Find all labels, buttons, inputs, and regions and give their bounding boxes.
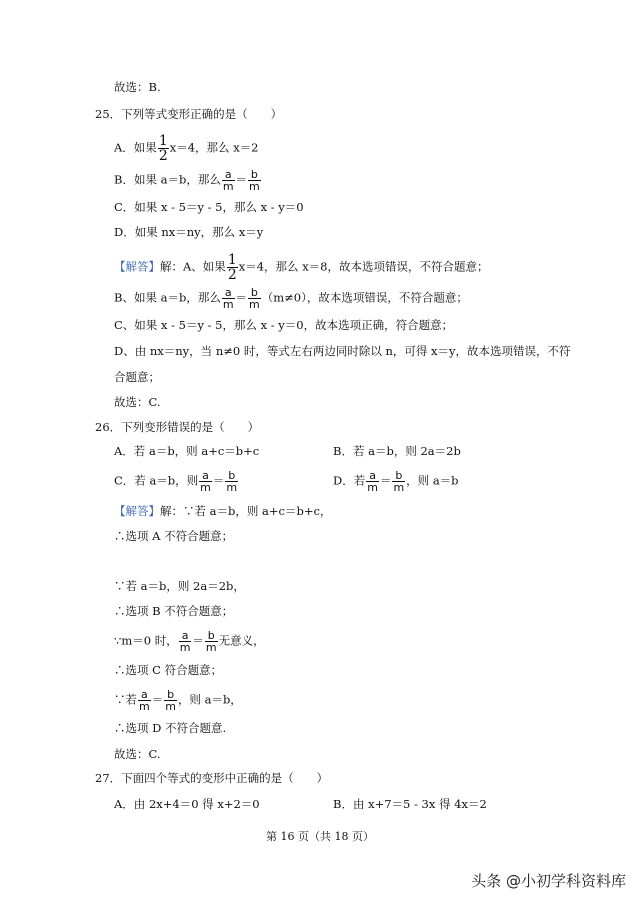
sol26-line-7: ∵若 $\frac{a}{m}$ ＝ $\frac{b}{m}$ ，则 a＝b， xyxy=(114,688,242,713)
fraction: $\frac{b}{m}$ xyxy=(393,469,405,494)
sol26-line-1: 【解答】解：∵若 a＝b，则 a+c＝b+c， xyxy=(114,504,332,518)
fraction: $\frac{b}{m}$ xyxy=(249,286,260,311)
fraction: $\frac{a}{m}$ xyxy=(200,469,211,494)
sol26-answer: 故选：C. xyxy=(114,747,161,761)
fraction: $\frac{1}{2}$ xyxy=(158,133,168,164)
page-footer: 第 16 页（共 18 页） xyxy=(266,830,374,843)
q26-option-b: B．若 a＝b，则 2a＝2b xyxy=(333,444,461,458)
sol25-line-b: B、如果 a＝b，那么 $\frac{a}{m}$ ＝ $\frac{b}{m}$ （m≠0），故本选项错误，不符合题意； xyxy=(114,286,468,311)
fraction: $\frac{b}{m}$ xyxy=(205,629,217,654)
q26-stem: 26．下列变形错误的是（ ） xyxy=(95,420,260,434)
fraction: $\frac{a}{m}$ xyxy=(367,469,378,494)
sol26-line-2: ∴选项 A 不符合题意； xyxy=(114,529,234,543)
sol26-line-3: ∵若 a＝b，则 2a＝2b， xyxy=(114,579,245,593)
q26-option-c: C．若 a＝b，则 $\frac{a}{m}$ ＝ $\frac{b}{m}$ xyxy=(114,469,238,494)
sol26-line-5: ∵m＝0 时， $\frac{a}{m}$ ＝ $\frac{b}{m}$ 无意义， xyxy=(114,629,265,654)
fraction: $\frac{a}{m}$ xyxy=(179,629,191,654)
q25-option-d: D．如果 nx＝ny，那么 x＝y xyxy=(114,225,264,239)
fraction: $\frac{a}{m}$ xyxy=(222,286,234,311)
q27-option-b: B．由 x+7＝5 - 3x 得 4x＝2 xyxy=(333,797,487,811)
sol25-answer: 故选：C. xyxy=(114,395,161,409)
answer-tag: 【解答】 xyxy=(114,504,160,518)
q26-option-a: A．若 a＝b，则 a+c＝b+c xyxy=(114,444,260,458)
fraction: $\frac{a}{m}$ xyxy=(139,688,150,713)
answer-tag: 【解答】 xyxy=(114,259,160,274)
fraction: $\frac{a}{m}$ xyxy=(222,168,234,193)
q26-option-d: D．若 $\frac{a}{m}$ ＝ $\frac{b}{m}$ ，则 a＝b xyxy=(333,469,459,494)
q27-option-a: A．由 2x+4＝0 得 x+2＝0 xyxy=(114,797,260,811)
sol26-line-4: ∴选项 B 不符合题意； xyxy=(114,604,234,618)
sol25-line-d: D、由 nx＝ny，当 n≠0 时，等式左右两边同时除以 n，可得 x＝y，故本选项错误，不符 xyxy=(114,344,571,358)
q25-option-a: A．如果 $\frac{1}{2}$ x＝4，那么 x＝2 xyxy=(114,133,259,164)
sol25-line-c: C、如果 x - 5＝y - 5，那么 x - y＝0，故本选项正确，符合题意； xyxy=(114,318,454,332)
q25-option-b: B．如果 a＝b，那么 $\frac{a}{m}$ ＝ $\frac{b}{m}$ xyxy=(114,168,260,193)
sol26-line-6: ∴选项 C 符合题意； xyxy=(114,663,223,677)
q27-stem: 27．下面四个等式的变形中正确的是（ ） xyxy=(95,771,329,785)
q25-option-c: C．如果 x - 5＝y - 5，那么 x - y＝0 xyxy=(114,200,304,214)
watermark: 头条 @小初学科资料库 xyxy=(471,872,626,890)
fraction: $\frac{1}{2}$ xyxy=(227,252,237,283)
sol25-line-a: 【解答】解：A、如果 $\frac{1}{2}$ x＝4，那么 x＝8，故本选项错误，不符合题意； xyxy=(114,252,489,283)
q25-stem: 25．下列等式变形正确的是（ ） xyxy=(95,107,283,121)
fraction: $\frac{b}{m}$ xyxy=(165,688,176,713)
fraction: $\frac{b}{m}$ xyxy=(226,469,238,494)
prev-answer: 故选：B. xyxy=(114,80,161,94)
sol26-line-8: ∴选项 D 不符合题意. xyxy=(114,721,227,735)
sol25-line-d2: 合题意； xyxy=(114,370,160,384)
fraction: $\frac{b}{m}$ xyxy=(249,168,260,193)
